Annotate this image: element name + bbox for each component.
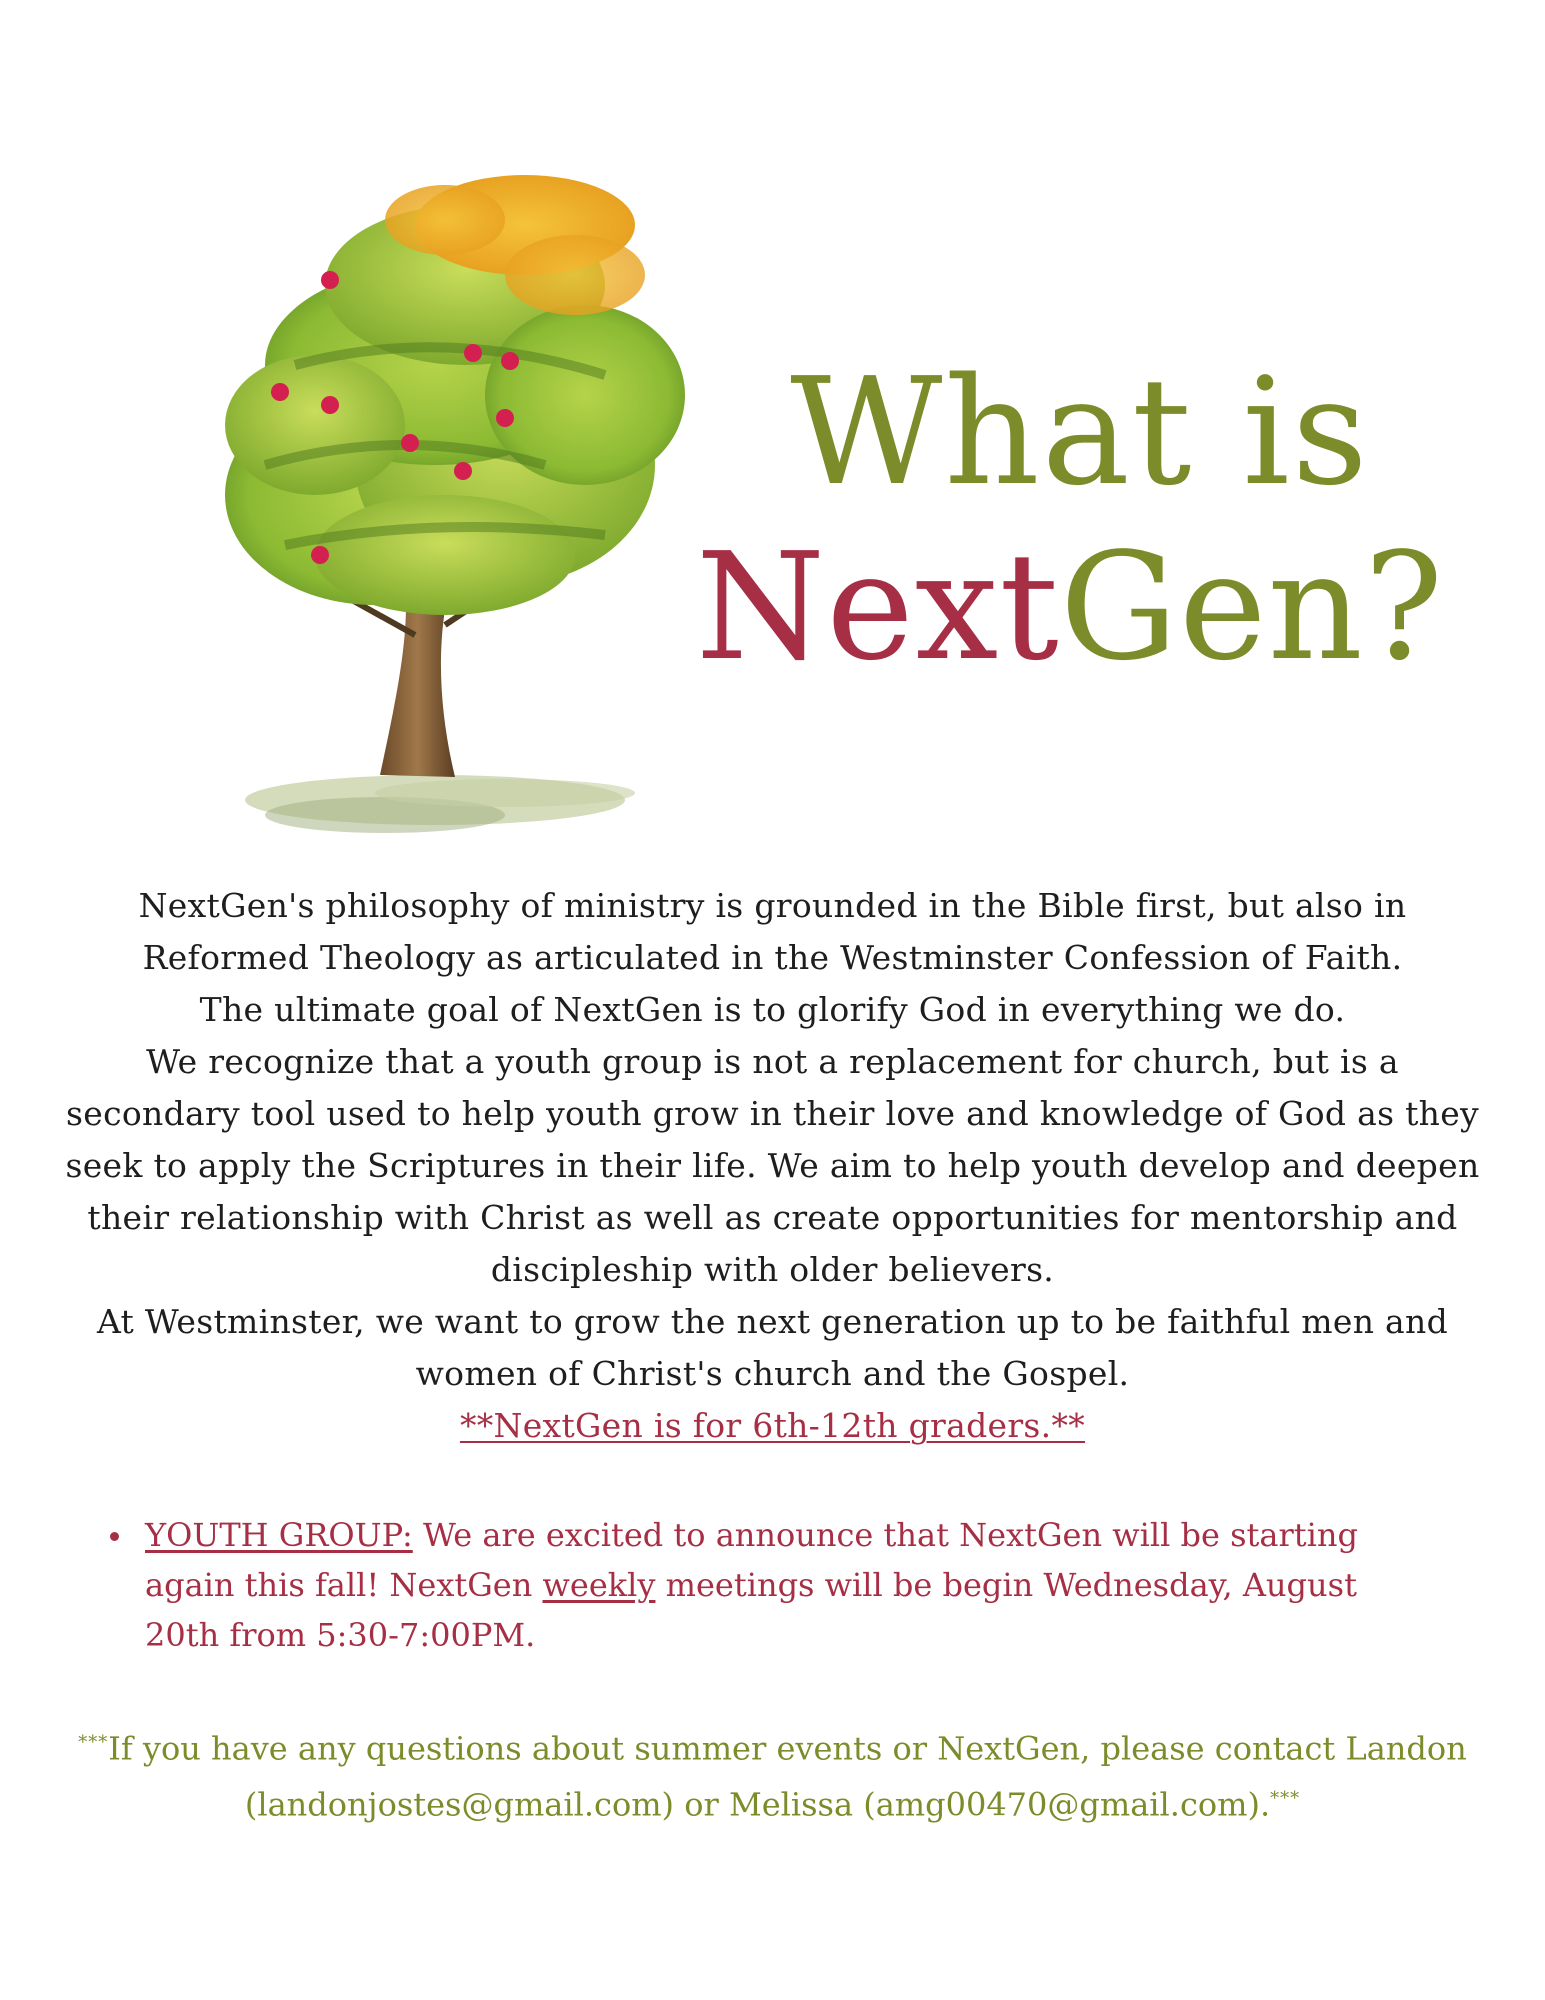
philosophy-paragraph: NextGen's philosophy of ministry is grounded in the Bible first, but also in Reformed Theology as articulated in the Westminster Confession of Faith. [138, 886, 1407, 977]
youth-group-label: YOUTH GROUP: [145, 1516, 413, 1554]
title-line-what-is: What is [790, 346, 1370, 518]
title-gen: Gen? [1059, 521, 1445, 693]
contact-note [60, 1718, 1485, 1829]
title-next: Next [695, 521, 1060, 693]
goal-paragraph: The ultimate goal of NextGen is to glorify God in everything we do. [199, 990, 1346, 1029]
grades-note-text: **NextGen is for 6th-12th graders.** [459, 1406, 1086, 1445]
youth-group-paragraph: We recognize that a youth group is not a replacement for church, but is a secondary tool used to help youth grow in their love and knowledge of God as they seek to apply the Scriptures in their life. We aim to help youth develop and deepen their relationship with Christ as well as create opportunities for mentorship and discipleship with older believers. [65, 1042, 1480, 1289]
mission-statement [60, 880, 1485, 1452]
contact-text: If you have any questions about summer events or NextGen, please contact Landon (landonjostes@gmail.com) or Melissa (amg00470@gmail.com). [108, 1729, 1467, 1824]
announcement-list [115, 1510, 1435, 1660]
tree-illustration [205, 165, 745, 855]
page-title [690, 345, 1450, 695]
list-item [115, 1510, 1435, 1660]
title-line-nextgen [690, 520, 1450, 695]
westminster-paragraph: At Westminster, we want to grow the next generation up to be faithful men and women of Christ's church and the Gospel. [96, 1302, 1449, 1393]
announcement-text-after: meetings will be begin Wednesday, August 20th from 5:30-7:00PM. [145, 1566, 1357, 1654]
grades-note [60, 1400, 1485, 1452]
announcement-text-before: We are excited to announce that NextGen will be starting again this fall! NextGen [145, 1516, 1358, 1604]
weekly-emphasis: weekly [542, 1566, 656, 1604]
contact-stars-open: *** [78, 1732, 109, 1753]
contact-stars-close: *** [1270, 1787, 1301, 1809]
watercolor-tree-icon [205, 165, 745, 855]
